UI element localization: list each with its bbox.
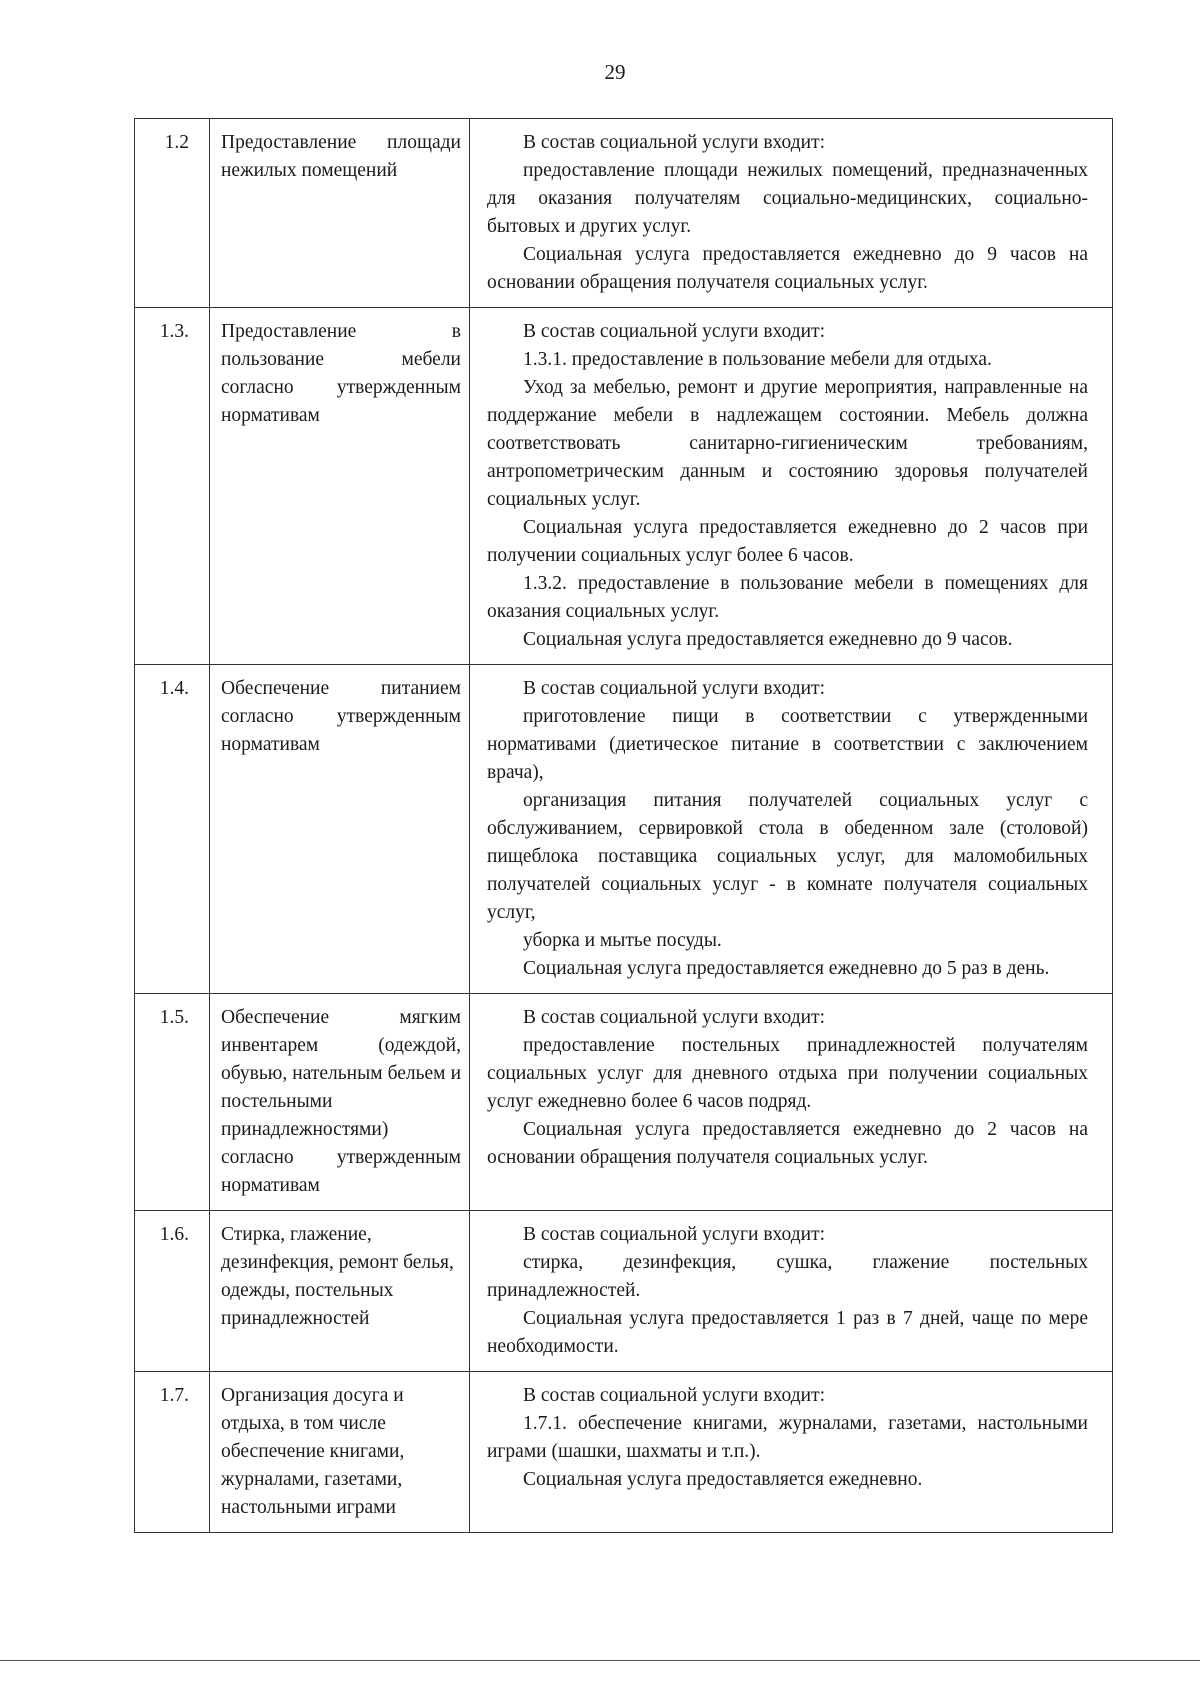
description-paragraph: Социальная услуга предоставляется ежедневно. [523, 1469, 923, 1490]
table-row [135, 1372, 1113, 1533]
description-paragraph: Социальная услуга предоставляется ежедневно до 2 часов на основании обращения получателя социальных услуг. [487, 1119, 1088, 1168]
description-paragraph: предоставление площади нежилых помещений, предназначенных для оказания получателям социально-медицинских, социально-бытовых и других услуг. [487, 160, 1088, 237]
service-name: Организация досуга и отдыха, в том числе обеспечение книгами, журналами, газетами, настольными играми [210, 1372, 470, 1533]
description-paragraph: Социальная услуга предоставляется ежедневно до 9 часов. [523, 629, 1013, 650]
description-paragraph: организация питания получателей социальных услуг с обслуживанием, сервировкой стола в обеденном зале (столовой) пищеблока поставщика социальных услуг, для маломобильных получателей социальных услуг - в комнате получателя социальных услуг, [487, 790, 1088, 923]
service-description [470, 1372, 1113, 1533]
bottom-rule [0, 1660, 1200, 1661]
service-description [470, 119, 1113, 308]
table-row [135, 994, 1113, 1211]
row-number: 1.4. [135, 665, 210, 994]
table-row [135, 119, 1113, 308]
description-paragraph: В состав социальной услуги входит: [523, 1224, 826, 1245]
description-paragraph: В состав социальной услуги входит: [523, 1385, 826, 1406]
service-description [470, 308, 1113, 665]
table-row [135, 308, 1113, 665]
description-paragraph: предоставление постельных принадлежностей получателям социальных услуг для дневного отдыха при получении социальных услуг ежедневно более 6 часов подряд. [487, 1035, 1088, 1112]
service-description [470, 665, 1113, 994]
service-description [470, 1211, 1113, 1372]
description-paragraph: 1.3.2. предоставление в пользование мебели в помещениях для оказания социальных услуг. [487, 573, 1088, 622]
service-name: Предоставление в пользование мебели согласно утвержденным нормативам [210, 308, 470, 665]
row-number: 1.3. [135, 308, 210, 665]
description-paragraph: Социальная услуга предоставляется ежедневно до 9 часов на основании обращения получателя социальных услуг. [487, 244, 1088, 293]
description-paragraph: Социальная услуга предоставляется ежедневно до 5 раз в день. [523, 958, 1050, 979]
description-paragraph: Социальная услуга предоставляется 1 раз в 7 дней, чаще по мере необходимости. [487, 1308, 1088, 1357]
services-table [134, 118, 1113, 1533]
description-paragraph: Уход за мебелью, ремонт и другие мероприятия, направленные на поддержание мебели в надлежащем состоянии. Мебель должна соответствовать санитарно-гигиеническим требованиям, антропометрическим данным и состоянию здоровья получателей социальных услуг. [487, 377, 1088, 510]
services-table-body [135, 119, 1113, 1533]
description-paragraph: 1.7.1. обеспечение книгами, журналами, газетами, настольными играми (шашки, шахматы и т.п.). [487, 1413, 1088, 1462]
service-name: Обеспечение питанием согласно утвержденным нормативам [210, 665, 470, 994]
description-paragraph: 1.3.1. предоставление в пользование мебели для отдыха. [523, 349, 992, 370]
description-paragraph: В состав социальной услуги входит: [523, 678, 826, 699]
description-paragraph: приготовление пищи в соответствии с утвержденными нормативами (диетическое питание в соответствии с заключением врача), [487, 706, 1088, 783]
table-row [135, 665, 1113, 994]
service-description [470, 994, 1113, 1211]
description-paragraph: Социальная услуга предоставляется ежедневно до 2 часов при получении социальных услуг более 6 часов. [487, 517, 1088, 566]
description-paragraph: В состав социальной услуги входит: [523, 132, 826, 153]
page-number: 29 [604, 60, 626, 84]
table-row [135, 1211, 1113, 1372]
row-number: 1.2 [135, 119, 210, 308]
service-name: Обеспечение мягким инвентарем (одеждой, обувью, нательным бельем и постельными принадлежностями) согласно утвержденным нормативам [210, 994, 470, 1211]
service-name: Стирка, глажение, дезинфекция, ремонт белья, одежды, постельных принадлежностей [210, 1211, 470, 1372]
description-paragraph: В состав социальной услуги входит: [523, 1007, 826, 1028]
description-paragraph: стирка, дезинфекция, сушка, глажение постельных принадлежностей. [487, 1252, 1088, 1301]
description-paragraph: уборка и мытье посуды. [523, 930, 722, 951]
row-number: 1.5. [135, 994, 210, 1211]
row-number: 1.7. [135, 1372, 210, 1533]
row-number: 1.6. [135, 1211, 210, 1372]
service-name: Предоставление площади нежилых помещений [210, 119, 470, 308]
description-paragraph: В состав социальной услуги входит: [523, 321, 826, 342]
